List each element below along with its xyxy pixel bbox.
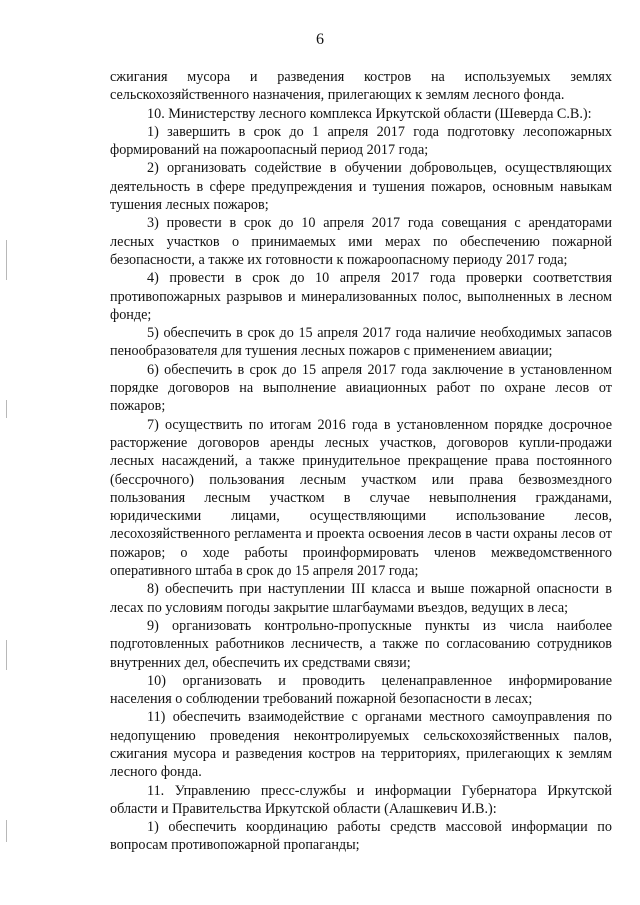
document-body	[110, 68, 612, 855]
page-number: 6	[316, 31, 324, 48]
paragraph-subitem-5: 5) обеспечить в срок до 15 апреля 2017 года наличие необходимых запасов пенообразователя для тушения лесных пожаров с применением авиации;	[110, 325, 612, 360]
paragraph-item-11-subitem-1: 1) обеспечить координацию работы средств массовой информации по вопросам противопожарной пропаганды;	[110, 819, 612, 854]
paragraph-subitem-10: 10) организовать и проводить целенаправленное информирование населения о соблюдении требований пожарной безопасности в лесах;	[110, 672, 612, 708]
paragraph-subitem-6: 6) обеспечить в срок до 15 апреля 2017 года заключение в установленном порядке договоров на выполнение авиационных работ по охране лесов от пожаров;	[110, 361, 612, 415]
paragraph-subitem-9: 9) организовать контрольно-пропускные пункты из числа наиболее подготовленных работников лесничеств, а также по согласованию сотрудников внутренних дел, обеспечить их средствами связи;	[110, 617, 612, 671]
paragraph-subitem-11: 11) обеспечить взаимодействие с органами местного самоуправления по недопущению проведения неконтролируемых сельскохозяйственных палов, сжигания мусора и разведения костров на территориях, прилегающих к землям лесного фонда.	[110, 709, 612, 781]
paragraph-subitem-7: 7) осуществить по итогам 2016 года в установленном порядке досрочное расторжение договоров аренды лесных участков, договоров купли-продажи лесных насаждений, а также принудительное прекращение права постоянного (бессрочного) пользования лесным участком или права безвозмездного пользования лесным участком в случае невыполнения гражданами, юридическими лицами, осуществляющими использование лесов, лесохозяйственного регламента и проекта освоения лесов в части охраны лесов от пожаров; о ходе работы проинформировать членов межведомственного оперативного штаба в срок до 15 апреля 2017 года;	[110, 416, 612, 580]
scan-margin-marks	[0, 220, 14, 900]
paragraph-subitem-3: 3) провести в срок до 10 апреля 2017 года совещания с арендаторами лесных участков о принимаемых ими мерах по обеспечению пожарной безопасности, а также их готовности к пожароопасному периоду 2017 года;	[110, 215, 612, 268]
paragraph-subitem-8: 8) обеспечить при наступлении III класса и выше пожарной опасности в лесах по условиям погоды закрытие шлагбаумами въездов, ведущих в леса;	[110, 581, 612, 616]
paragraph-continuation: сжигания мусора и разведения костров на используемых землях сельскохозяйственного назначения, прилегающих к землям лесного фонда.	[110, 69, 612, 104]
paragraph-item-11: 11. Управлению пресс-службы и информации Губернатора Иркутской области и Правительства Иркутской области (Алашкевич И.В.):	[110, 782, 612, 817]
paragraph-subitem-2: 2) организовать содействие в обучении добровольцев, осуществляющих деятельность в сфере предупреждения и тушения пожаров, основным навыкам тушения лесных пожаров;	[110, 160, 612, 214]
paragraph-item-10: 10. Министерству лесного комплекса Иркутской области (Шеверда С.В.):	[147, 105, 592, 122]
paragraph-subitem-4: 4) провести в срок до 10 апреля 2017 года проверки соответствия противопожарных разрывов и минерализованных полос, выполненных в лесном фонде;	[110, 270, 612, 323]
paragraph-subitem-1: 1) завершить в срок до 1 апреля 2017 года подготовку лесопожарных формирований на пожароопасный период 2017 года;	[110, 123, 612, 159]
